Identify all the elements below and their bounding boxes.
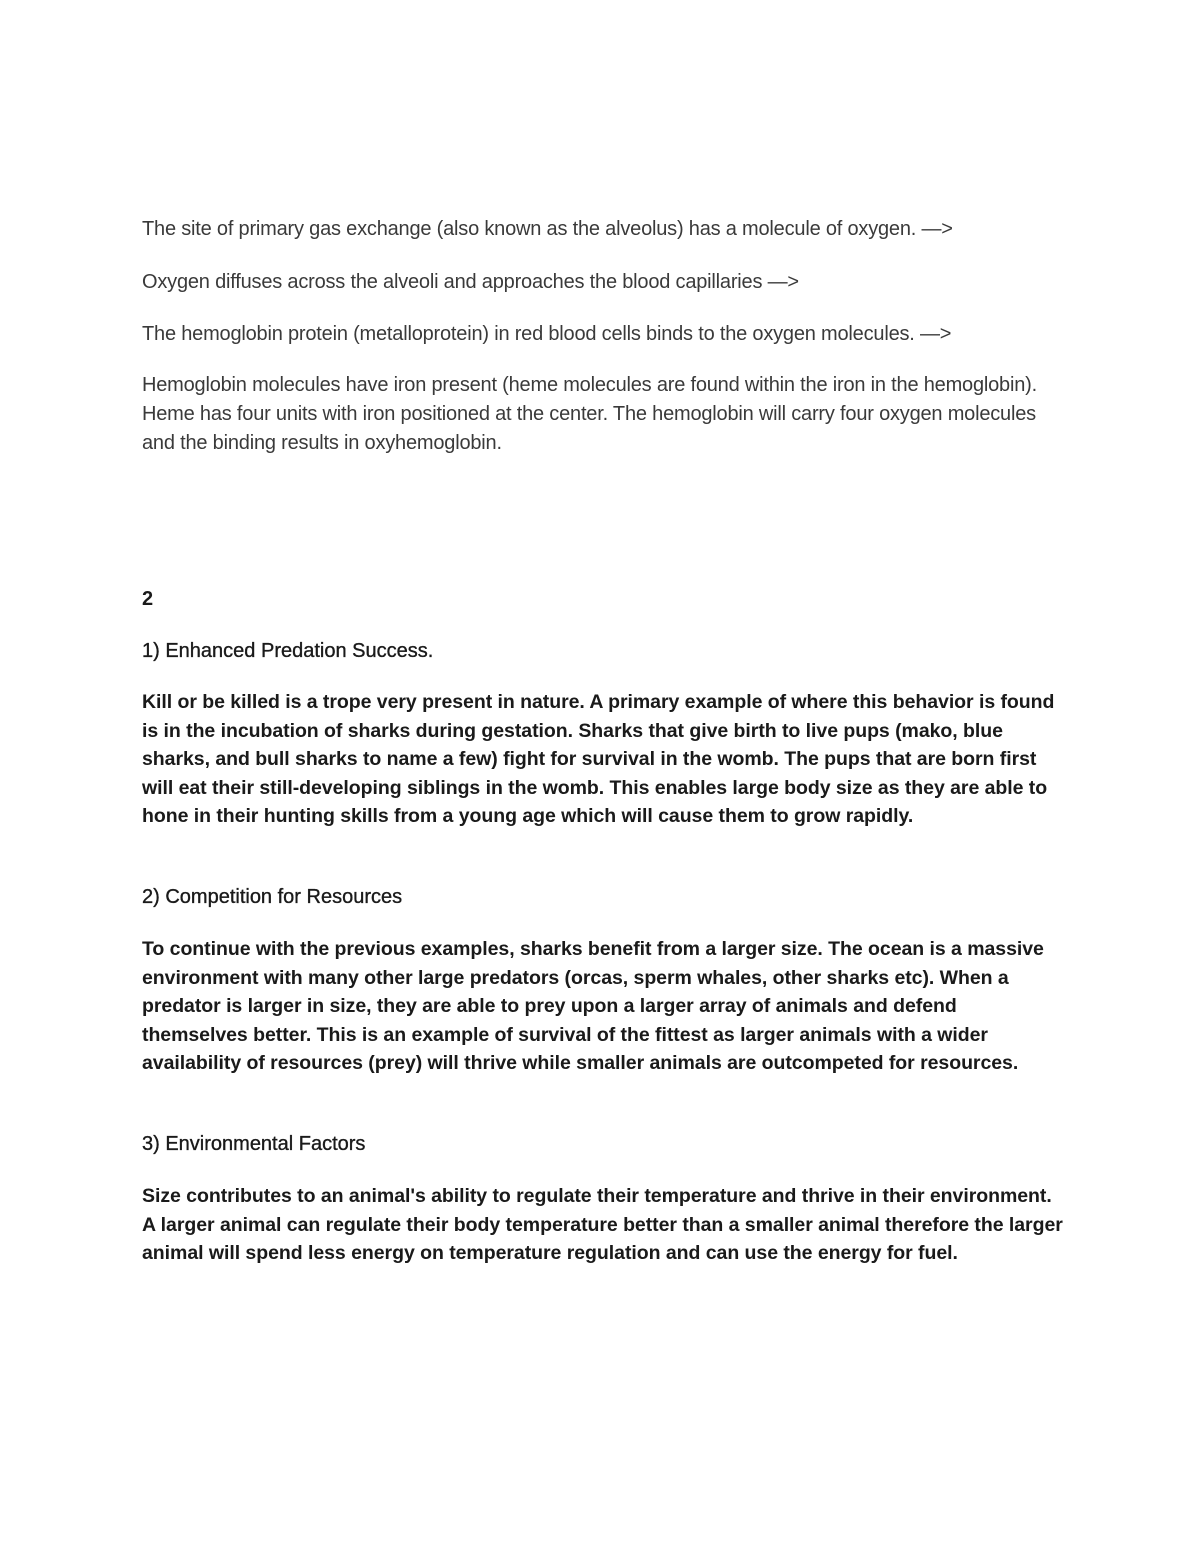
paragraph-hemoglobin-binding: The hemoglobin protein (metalloprotein) in red blood cells binds to the oxygen molecules. —>: [142, 323, 952, 345]
heading-predation-success: 1) Enhanced Predation Success.: [142, 640, 434, 662]
body-predation-success: Kill or be killed is a trope very present in nature. A primary example of where this behavior is found is in the incubation of sharks during gestation. Sharks that give birth to live pups (mako, blue sharks, and bull sharks to name a few) fight for survival in the womb. The pups that are born first will eat their still-developing siblings in the womb. This enables large body size as they are able to hone in their hunting skills from a young age which will cause them to grow rapidly.: [142, 691, 1055, 828]
body-competition-resources: To continue with the previous examples, sharks benefit from a larger size. The ocean is a massive environment with many other large predators (orcas, sperm whales, other sharks etc). When a predator is larger in size, they are able to prey upon a larger array of animals and defend themselves better. This is an example of survival of the fittest as larger animals with a wider availability of resources (prey) will thrive while smaller animals are outcompeted for resources.: [142, 938, 1044, 1075]
paragraph-gas-exchange-site: The site of primary gas exchange (also known as the alveolus) has a molecule of oxygen. —>: [142, 218, 953, 240]
section-number: 2: [142, 588, 154, 610]
body-environmental-factors: Size contributes to an animal's ability to regulate their temperature and thrive in their environment. A larger animal can regulate their body temperature better than a smaller animal therefore the larger animal will spend less energy on temperature regulation and can use the energy for fuel.: [142, 1185, 1063, 1265]
heading-environmental-factors: 3) Environmental Factors: [142, 1133, 366, 1155]
paragraph-heme-iron: Hemoglobin molecules have iron present (heme molecules are found within the iron in the hemoglobin). Heme has four units with iron positioned at the center. The hemoglobin will carry four oxygen molecules and the binding results in oxyhemoglobin.: [142, 374, 1037, 454]
paragraph-oxygen-diffusion: Oxygen diffuses across the alveoli and approaches the blood capillaries —>: [142, 271, 799, 293]
heading-competition-resources: 2) Competition for Resources: [142, 886, 403, 908]
